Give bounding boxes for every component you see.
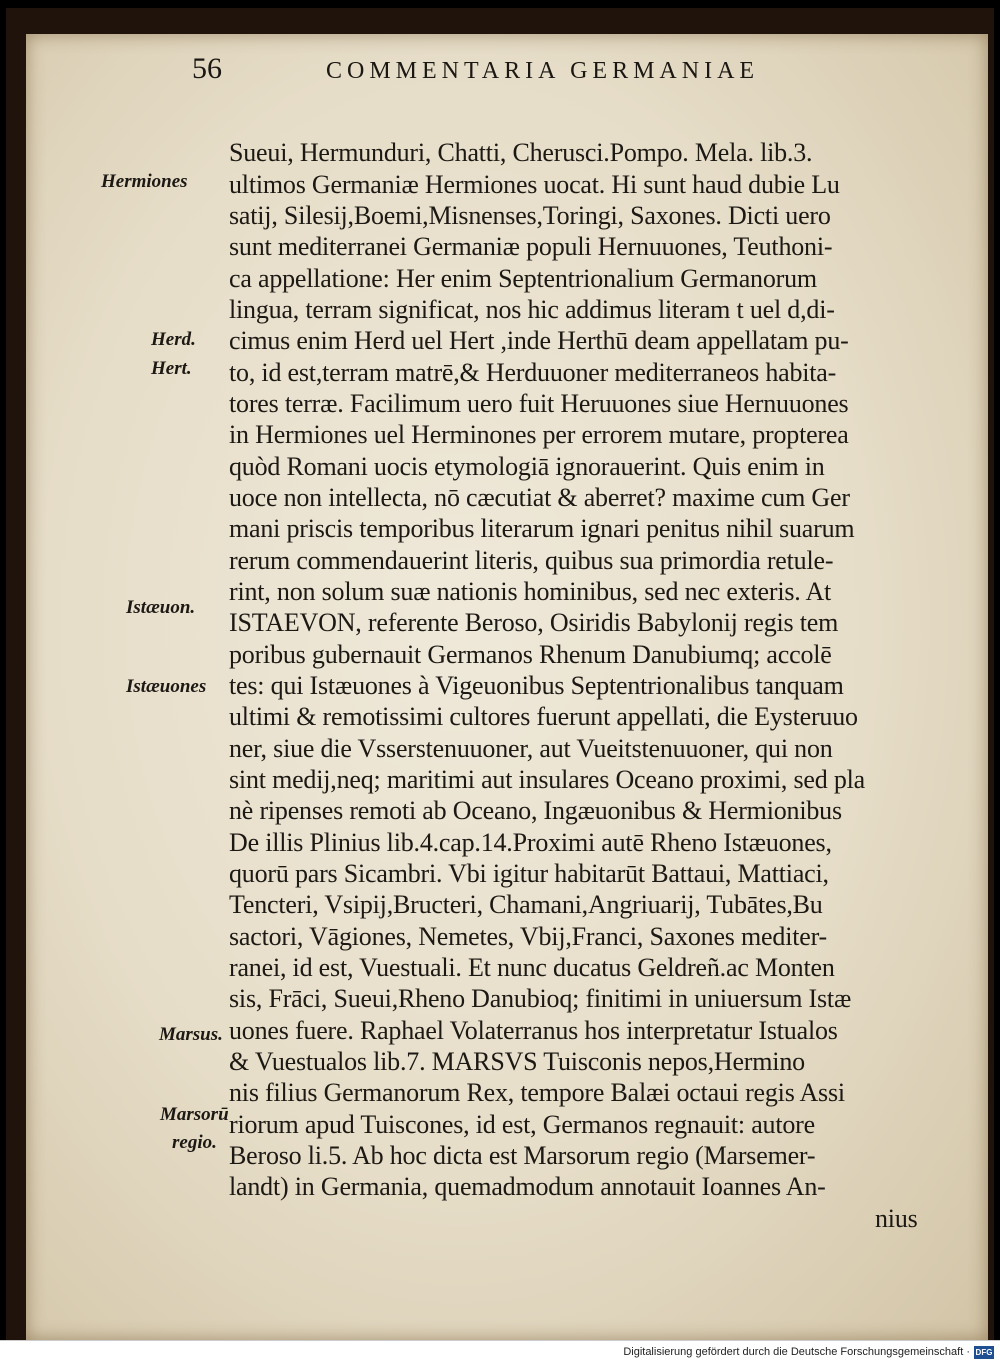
marginal-note-hermiones: Hermiones	[101, 171, 188, 192]
text-line: quòd Romani uocis etymologiā ignorauerint. Quis enim in	[229, 452, 825, 481]
marginal-note-regio: regio.	[172, 1132, 217, 1153]
text-line: uoce non intellecta, nō cæcutiat & aberret? maxime cum Ger	[229, 483, 850, 512]
text-line: riorum apud Tuiscones, id est, Germanos regnauit: autore	[229, 1110, 815, 1139]
footer-bar	[0, 1340, 1000, 1366]
text-line: Tencteri, Vsipij,Bructeri, Chamani,Angriuarij, Tubātes,Bu	[229, 890, 823, 919]
page-number: 56	[192, 52, 222, 85]
text-line: poribus gubernauit Germanos Rhenum Danubiumq; accolē	[229, 640, 832, 669]
text-line: De illis Plinius lib.4.cap.14.Proximi autē Rheno Istæuones,	[229, 828, 832, 857]
text-line: nius	[875, 1204, 918, 1233]
text-line: Beroso li.5. Ab hoc dicta est Marsorum regio (Marsemer-	[229, 1141, 816, 1170]
marginal-note-marsus: Marsus.	[159, 1024, 223, 1045]
dfg-logo: DFG	[975, 1348, 993, 1357]
marginal-note-istaeuon: Istæuon.	[126, 597, 196, 618]
text-line: sunt mediterranei Germaniæ populi Hernuuones, Teuthoni-	[229, 232, 833, 261]
text-line: uones fuere. Raphael Volaterranus hos interpretatur Istualos	[229, 1016, 838, 1045]
text-line: in Hermiones uel Herminones per errorem mutare, propterea	[229, 420, 849, 449]
text-line: nè ripenses remoti ab Oceano, Ingæuonibus & Hermionibus	[229, 796, 842, 825]
marginal-note-herd: Herd.	[151, 329, 196, 350]
text-line: ISTAEVON, referente Beroso, Osiridis Babylonij regis tem	[229, 608, 839, 637]
marginal-note-marsoru: Marsorū	[160, 1104, 229, 1125]
text-line: nis filius Germanorum Rex, tempore Balæi octaui regis Assi	[229, 1078, 845, 1107]
text-line: & Vuestualos lib.7. MARSVS Tuisconis nepos,Hermino	[229, 1047, 805, 1076]
text-line: sactori, Vāgiones, Nemetes, Vbij,Franci, Saxones mediter-	[229, 922, 827, 951]
marginal-note-istaeuones: Istæuones	[126, 676, 207, 697]
marginal-note-hert: Hert.	[151, 358, 192, 379]
text-line: ranei, id est, Vuestuali. Et nunc ducatus Geldreñ.ac Monten	[229, 953, 835, 982]
text-line: to, id est,terram matrē,& Herduuoner mediterraneos habita-	[229, 358, 837, 387]
text-line: ner, siue die Vsserstenuuoner, aut Vueitstenuuoner, qui non	[229, 734, 833, 763]
text-line: sint medij,neq; maritimi aut insulares Oceano proximi, sed pla	[229, 765, 866, 794]
running-head: COMMENTARIA GERMANIAE	[326, 58, 760, 84]
text-line: satij, Silesij,Boemi,Misnenses,Toringi, Saxones. Dicti uero	[229, 201, 831, 230]
text-line: ultimos Germaniæ Hermiones uocat. Hi sunt haud dubie Lu	[229, 170, 840, 199]
text-line: tes: qui Istæuones à Vigeuonibus Septentrionalibus tanquam	[229, 671, 844, 700]
text-line: rint, non solum suæ nationis hominibus, sed nec exteris. At	[229, 577, 832, 606]
text-line: sis, Frāci, Sueui,Rheno Danubioq; finitimi in uniuersum Istæ	[229, 984, 852, 1013]
text-line: landt) in Germania, quemadmodum annotauit Ioannes An-	[229, 1172, 826, 1201]
text-line: ca appellatione: Her enim Septentrionalium Germanorum	[229, 264, 817, 293]
text-line: quorū pars Sicambri. Vbi igitur habitarūt Battaui, Mattiaci,	[229, 859, 829, 888]
text-line: ultimi & remotissimi cultores fuerunt appellati, die Eysteruuo	[229, 702, 858, 731]
text-line: rerum commendauerint literis, quibus sua primordia retule-	[229, 546, 834, 575]
text-line: lingua, terram significat, nos hic addimus literam t uel d,di-	[229, 295, 835, 324]
text-line: mani priscis temporibus literarum ignari penitus nihil suarum	[229, 514, 855, 543]
footer-credit: Digitalisierung gefördert durch die Deutsche Forschungsgemeinschaft ·	[623, 1346, 970, 1358]
text-line: Sueui, Hermunduri, Chatti, Cherusci.Pompo. Mela. lib.3.	[229, 138, 813, 167]
text-line: tores terræ. Facilimum uero fuit Heruuones siue Hernuuones	[229, 389, 849, 418]
text-line: cimus enim Herd uel Hert ,inde Herthū deam appellatam pu-	[229, 326, 849, 355]
